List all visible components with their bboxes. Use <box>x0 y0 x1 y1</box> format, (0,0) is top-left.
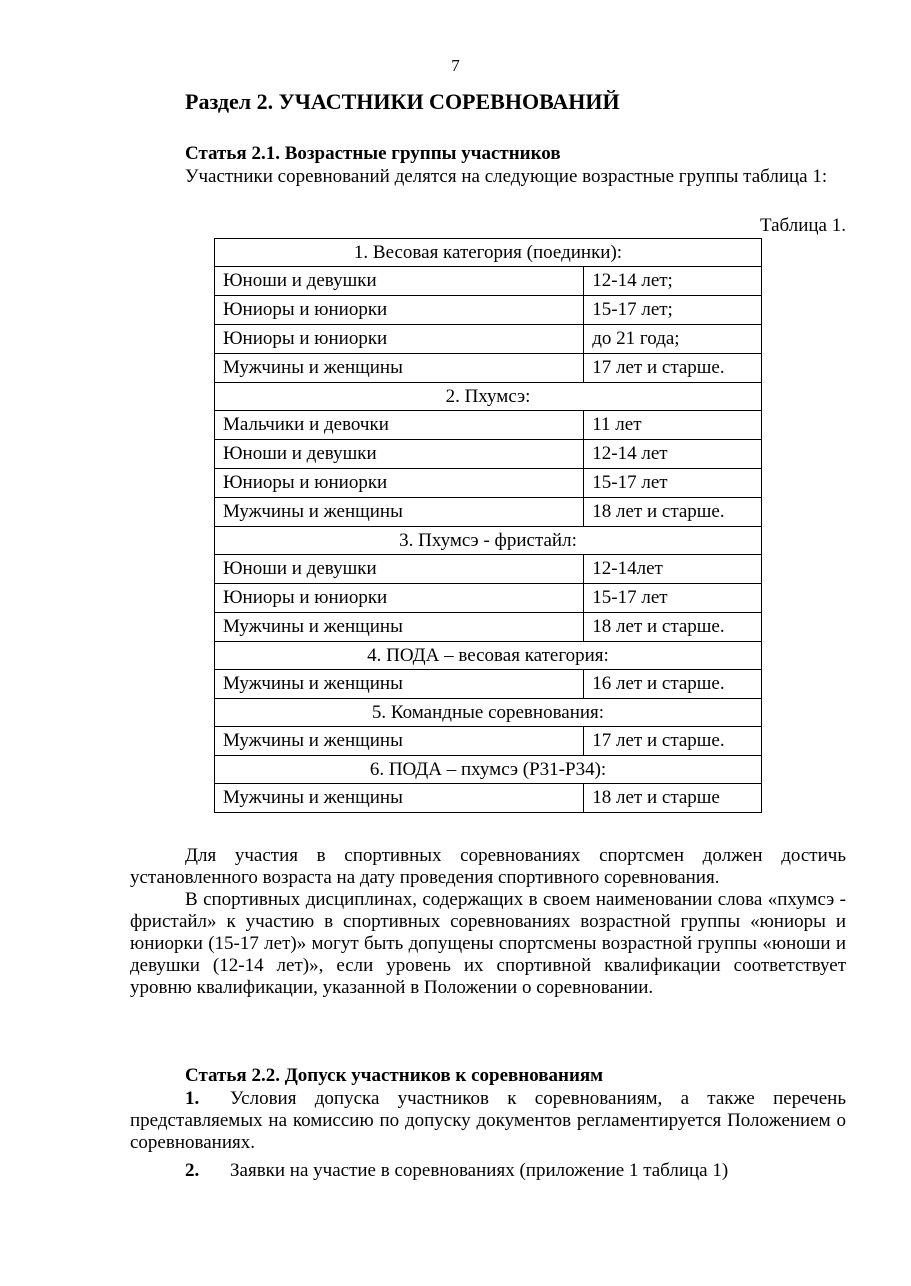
group-name-cell: Мужчины и женщины <box>215 613 584 642</box>
table-section-header: 1. Весовая категория (поединки): <box>215 239 762 267</box>
age-range-cell: 12-14 лет; <box>584 267 762 296</box>
table-section-header: 6. ПОДА – пхумсэ (P31-P34): <box>215 756 762 784</box>
table-row <box>215 498 762 527</box>
table-row <box>215 613 762 642</box>
table-row <box>215 784 762 813</box>
table-row <box>215 325 762 354</box>
group-name-cell: Мужчины и женщины <box>215 784 584 813</box>
table-section-header-row <box>215 527 762 555</box>
group-name-cell: Мужчины и женщины <box>215 498 584 527</box>
group-name-cell: Юноши и девушки <box>215 555 584 584</box>
table-row <box>215 411 762 440</box>
group-name-cell: Юниоры и юниорки <box>215 469 584 498</box>
article-2-1-title: Статья 2.1. Возрастные группы участников <box>185 143 561 164</box>
paragraph-freestyle-admission: В спортивных дисциплинах, содержащих в своем наименовании слова «пхумсэ - фристайл» к участию в спортивных соревнованиях возрастной группы «юниоры и юниорки (15-17 лет)» могут быть допущены спортсмены возрастной группы «юноши и девушки (12-14 лет)», если уровень их спортивной квалификации соответствует уровню квалификации, указанной в Положении о соревновании. <box>130 889 846 998</box>
group-name-cell: Юноши и девушки <box>215 440 584 469</box>
group-name-cell: Мужчины и женщины <box>215 727 584 756</box>
page-number: 7 <box>451 56 460 75</box>
group-name-cell: Юниоры и юниорки <box>215 584 584 613</box>
article-2-2-item-2: 2. Заявки на участие в соревнованиях (приложение 1 таблица 1) <box>185 1160 729 1181</box>
age-groups-table <box>214 238 762 813</box>
table-caption: Таблица 1. <box>759 215 846 236</box>
table-row <box>215 584 762 613</box>
age-range-cell: 11 лет <box>584 411 762 440</box>
article-2-2-item-1: 1. Условия допуска участников к соревнованиям, а также перечень представляемых на комиссию по допуску документов регламентируется Положением о соревнованиях. <box>130 1088 846 1153</box>
age-range-cell: 18 лет и старше <box>584 784 762 813</box>
section-title: Раздел 2. УЧАСТНИКИ СОРЕВНОВАНИЙ <box>185 89 620 114</box>
table-section-header-row <box>215 642 762 670</box>
item-1-number: 1. <box>185 1088 200 1109</box>
table-row <box>215 727 762 756</box>
item-2-number: 2. <box>185 1160 200 1181</box>
table-row <box>215 670 762 699</box>
group-name-cell: Юноши и девушки <box>215 267 584 296</box>
table-section-header-row <box>215 756 762 784</box>
table-row <box>215 354 762 383</box>
table-section-header: 4. ПОДА – весовая категория: <box>215 642 762 670</box>
table-section-header: 3. Пхумсэ - фристайл: <box>215 527 762 555</box>
table-row <box>215 469 762 498</box>
group-name-cell: Юниоры и юниорки <box>215 296 584 325</box>
age-range-cell: 18 лет и старше. <box>584 613 762 642</box>
table-section-header: 2. Пхумсэ: <box>215 383 762 411</box>
table-row <box>215 440 762 469</box>
group-name-cell: Мужчины и женщины <box>215 354 584 383</box>
age-range-cell: 17 лет и старше. <box>584 354 762 383</box>
table-section-header-row <box>215 383 762 411</box>
age-range-cell: 16 лет и старше. <box>584 670 762 699</box>
group-name-cell: Мужчины и женщины <box>215 670 584 699</box>
age-range-cell: 15-17 лет; <box>584 296 762 325</box>
age-range-cell: 18 лет и старше. <box>584 498 762 527</box>
table-section-header-row <box>215 239 762 267</box>
table-section-header-row <box>215 699 762 727</box>
table-row <box>215 267 762 296</box>
age-range-cell: 12-14 лет <box>584 440 762 469</box>
group-name-cell: Юниоры и юниорки <box>215 325 584 354</box>
article-2-2-title: Статья 2.2. Допуск участников к соревнованиям <box>185 1065 604 1086</box>
age-range-cell: 15-17 лет <box>584 469 762 498</box>
table-row <box>215 296 762 325</box>
age-range-cell: до 21 года; <box>584 325 762 354</box>
group-name-cell: Мальчики и девочки <box>215 411 584 440</box>
article-2-1-intro: Участники соревнований делятся на следующие возрастные группы таблица 1: <box>185 166 828 187</box>
age-range-cell: 17 лет и старше. <box>584 727 762 756</box>
age-range-cell: 15-17 лет <box>584 584 762 613</box>
table-row <box>215 555 762 584</box>
table-section-header: 5. Командные соревнования: <box>215 699 762 727</box>
paragraph-age-requirement: Для участия в спортивных соревнованиях спортсмен должен достичь установленного возраста на дату проведения спортивного соревнования. <box>130 845 846 888</box>
age-range-cell: 12-14лет <box>584 555 762 584</box>
